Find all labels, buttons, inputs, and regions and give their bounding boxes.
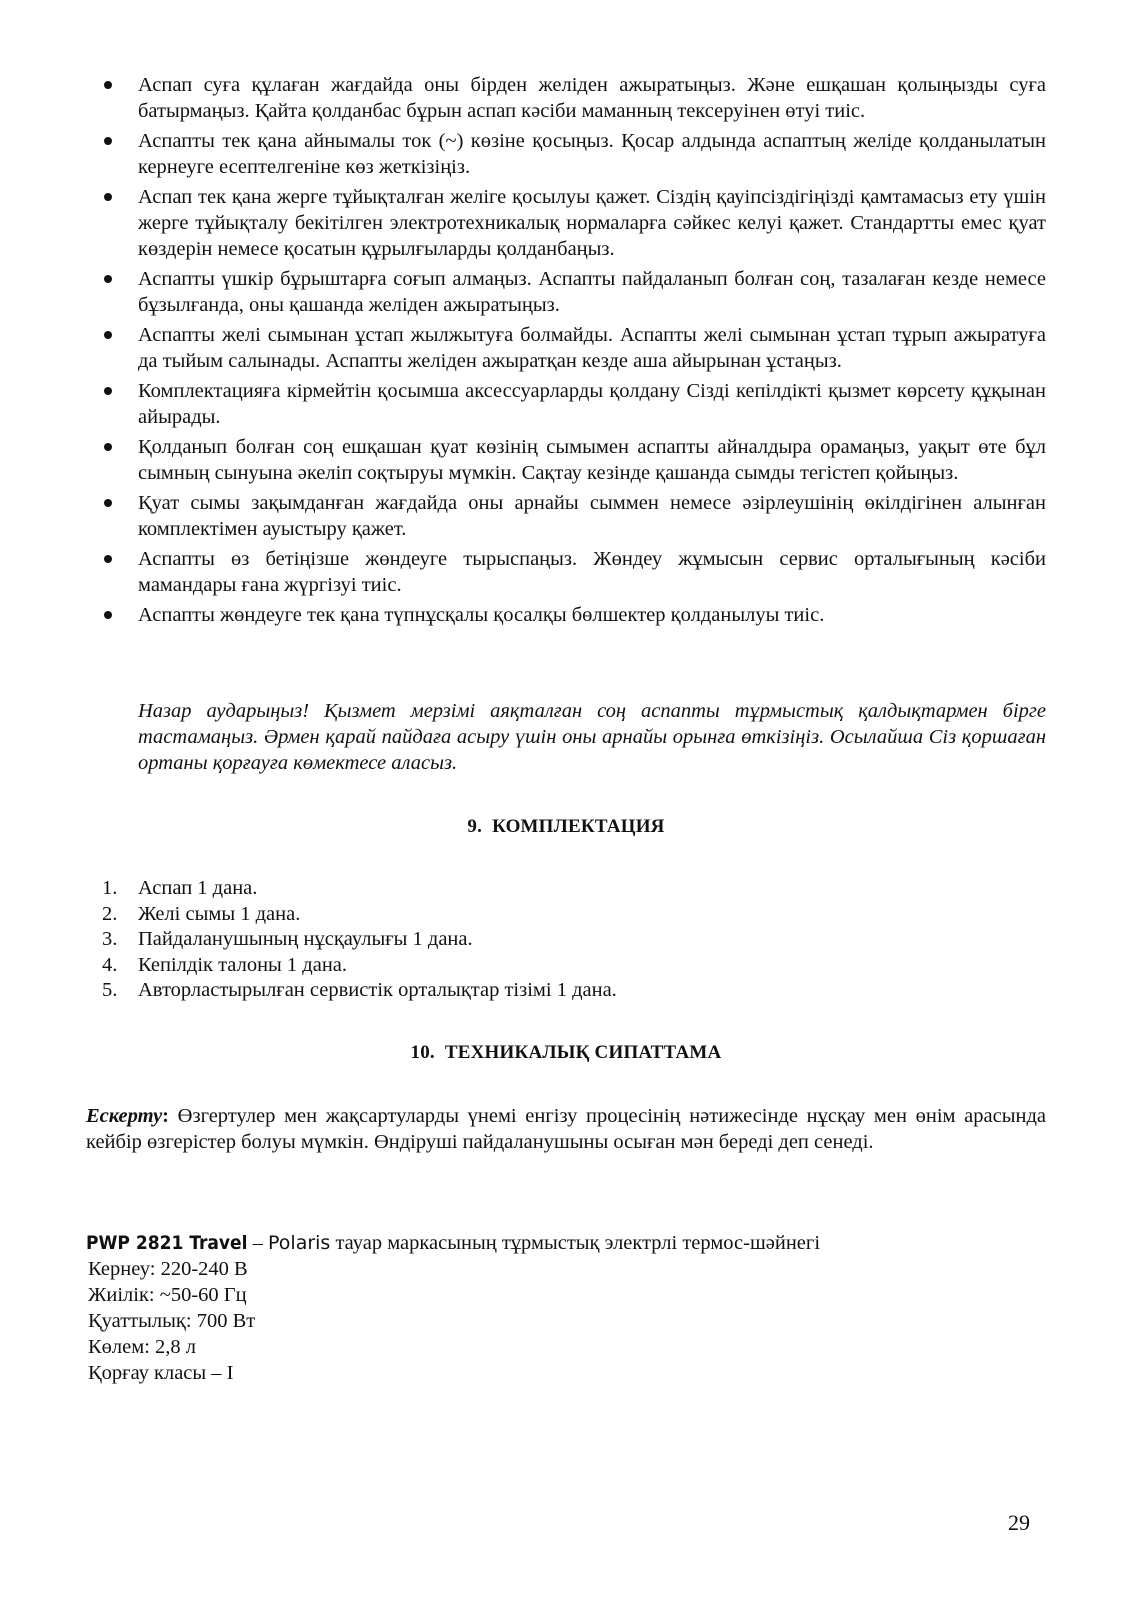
list-item-text: Кепілдік талоны 1 дана. [138,953,348,976]
page-number: 29 [1008,1510,1030,1535]
bullet-icon [104,443,112,451]
list-item [102,902,617,928]
list-item-number: 2. [102,902,118,925]
spec-protection-class: Қорғау класы – I [88,1362,234,1384]
bullet-icon [104,331,112,339]
spec-voltage: Кернеу: 220-240 В [88,1258,248,1280]
bullet-item [100,378,1046,430]
section-9-title: КОМПЛЕКТАЦИЯ [492,816,665,837]
bullet-item [100,266,1046,318]
remark-label: Ескерту [86,1105,163,1127]
bullet-text: Аспапты тек қана айнымалы ток (~) көзіне қосыңыз. Қосар алдында аспаптың желіде қолданылатын кернеуге есептелгеніне көз жеткізіңіз. [138,130,1046,178]
section-10-title: ТЕХНИКАЛЫҚ СИПАТТАМА [444,1042,722,1063]
bullet-text: Аспапты жөндеуге тек қана түпнұсқалы қосалқы бөлшектер қолданылуы тиіс. [138,604,825,626]
remark-colon: : [162,1105,169,1127]
list-item-number: 1. [102,877,118,899]
list-item-number: 3. [102,928,118,950]
bullet-item [100,546,1046,598]
bullet-icon [104,387,112,395]
model-line [86,1230,820,1256]
list-item [102,978,617,1004]
bullet-text: Аспап тек қана жерге тұйықталған желіге қосылуы қажет. Сіздің қауіпсіздігіңізді қамтамасыз ету үшін жерге тұйықталу бекітілген электротехникалық нормаларға сәйкес келуі қажет. Стандартты емес қуат көздерін немесе қосатын құрылғыларды қолданбаңыз. [138,186,1046,260]
spec-frequency: Жиілік: ~50-60 Гц [88,1284,247,1306]
list-item [102,927,617,953]
list-item [102,876,617,902]
bullet-text: Қолданып болған соң ешқашан қуат көзінің сымымен аспапты айналдыра орамаңыз, уақыт өте бұл сымның сынуына әкеліп соқтыруы мүмкін. Сақтау кезінде қашанда сымды тегістеп қойыңыз. [138,436,1046,484]
list-item-number: 5. [102,979,118,1001]
bullet-icon [104,193,112,201]
spec-volume: Көлем: 2,8 л [88,1336,197,1358]
list-item-text: Авторластырылған сервистік орталықтар тізімі 1 дана. [138,979,617,1001]
bullet-text: Комплектацияға кірмейтін қосымша аксессуарларды қолдану Сізді кепілдікті қызмет көрсету құқынан айырады. [138,380,1046,428]
bullet-text: Аспапты үшкір бұрыштарға соғып алмаңыз. Аспапты пайдаланып болған соң, тазалаған кезде немесе бұзылғанда, оны қашанда желіден ажыратыңыз. [138,268,1046,316]
bullet-item [100,128,1046,180]
bullet-item [100,322,1046,374]
section-9-number: 9. [467,816,483,837]
bullet-text: Аспапты өз бетіңізше жөндеуге тырыспаңыз. Жөндеу жұмысын сервис орталығының кәсіби мамандары ғана жүргізуі тиіс. [138,548,1046,596]
remark-paragraph [86,1103,1046,1155]
disposal-note: Назар аударыңыз! Қызмет мерзімі аяқталған соң аспапты тұрмыстық қалдықтармен бірге тастамаңыз. Әрмен қарай пайдаға асыру үшін оны арнайы орынға өткізіңіз. Осылайша Сіз қоршаған ортаны қорғауға көмектесе аласыз. [138,700,1046,774]
bullet-text: Аспап суға құлаған жағдайда оны бірден желіден ажыратыңыз. Және ешқашан қолыңызды суға батырмаңыз. Қайта қолданбас бұрын аспап кәсіби маманның тексеруінен өтуі тиіс. [138,74,1046,122]
list-item-text: Аспап 1 дана. [138,877,258,899]
bullet-icon [104,555,112,563]
section-9-heading [0,816,1132,838]
bullet-item [100,434,1046,486]
list-item-number: 4. [102,953,118,976]
bullet-icon [104,611,112,619]
bullet-icon [104,275,112,283]
list-item-text: Желі сымы 1 дана. [138,902,301,925]
package-contents-list [102,876,617,1004]
bullet-icon [104,81,112,89]
bullet-item [100,72,1046,124]
list-item-text: Пайдаланушының нұсқаулығы 1 дана. [138,928,473,950]
section-10-number: 10. [410,1042,435,1063]
bullet-item [100,490,1046,542]
model-dash: – [247,1232,269,1254]
specifications-block [86,1230,820,1386]
bullet-icon [104,137,112,145]
remark-text: Өзгертулер мен жақсартуларды үнемі енгізу процесінің нәтижесінде нұсқау мен өнім арасында кейбір өзгерістер болуы мүмкін. Өндіруші пайдаланушыны осыған мән береді деп сенеді. [86,1105,1046,1153]
list-item [102,953,617,979]
bullet-text: Қуат сымы зақымданған жағдайда оны арнайы сыммен немесе әзірлеушінің өкілдігінен алынған комплектімен ауыстыру қажет. [138,492,1046,540]
model-name: PWP 2821 Travel [86,1232,248,1254]
bullet-item [100,184,1046,262]
safety-bullet-list [100,72,1046,632]
bullet-text: Аспапты желі сымынан ұстап жылжытуға болмайды. Аспапты желі сымынан ұстап тұрып ажыратуға да тыйым салынады. Аспапты желіден ажыратқан кезде аша айырынан ұстаңыз. [138,324,1046,372]
bullet-icon [104,499,112,507]
bullet-item [100,602,1046,628]
section-10-heading [0,1042,1132,1064]
brand-name: Polaris [268,1232,331,1254]
model-description: тауар маркасының тұрмыстық электрлі термос-шәйнегі [330,1232,821,1254]
spec-power: Қуаттылық: 700 Вт [88,1310,256,1332]
